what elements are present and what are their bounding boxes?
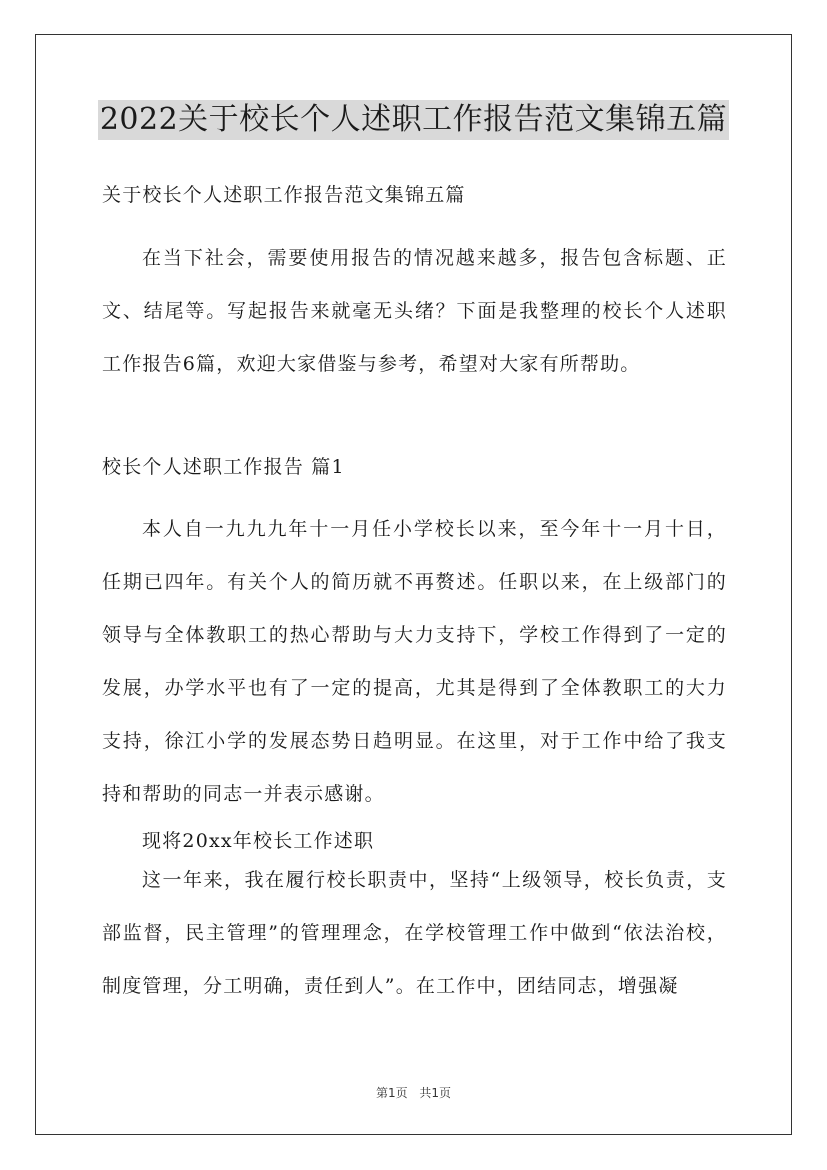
intro-paragraph: 在当下社会，需要使用报告的情况越来越多，报告包含标题、正文、结尾等。写起报告来就毫无头绪？下面是我整理的校长个人述职工作报告6篇，欢迎大家借鉴与参考，希望对大家有所帮助。 [102,247,727,375]
page-footer [0,1084,827,1101]
page-total: 共1页 [419,1086,452,1100]
body-paragraph: 本人自一九九九年十一月任小学校长以来，至今年十一月十日，任期已四年。有关个人的简历就不再赘述。任职以来，在上级部门的领导与全体教职工的热心帮助与大力支持下，学校工作得到了一定的发展，办学水平也有了一定的提高，尤其是得到了全体教职工的大力支持，徐江小学的发展态势日趋明显。在这里，对于工作中给了我支持和帮助的同志一并表示感谢。 [102,518,727,805]
document-subtitle: 关于校长个人述职工作报告范文集锦五篇 [102,184,466,206]
page-number: 第1页 [375,1086,408,1100]
section-heading: 校长个人述职工作报告 篇1 [102,456,345,478]
body-paragraph: 这一年来，我在履行校长职责中，坚持“上级领导，校长负责，支部监督，民主管理”的管理理念，在学校管理工作中做到“依法治校，制度管理，分工明确，责任到人”。在工作中，团结同志，增强凝 [102,869,727,997]
title-container [0,100,827,140]
body-paragraph: 现将20xx年校长工作述职 [142,830,375,852]
document-title: 2022关于校长个人述职工作报告范文集锦五篇 [98,100,729,140]
